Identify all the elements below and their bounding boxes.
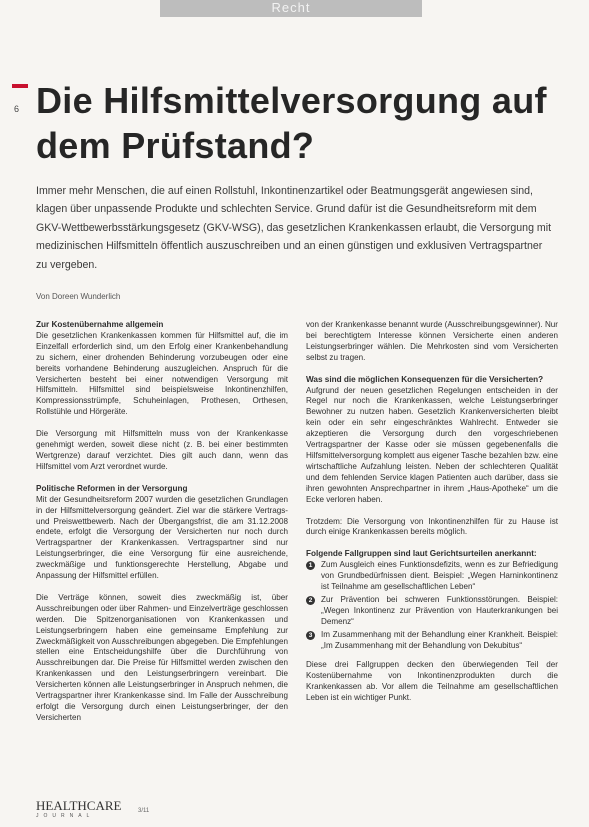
accent-bar (12, 84, 28, 88)
page-number: 6 (14, 104, 20, 114)
right-column (306, 320, 558, 715)
article-lead: Immer mehr Menschen, die auf einen Rollstuhl, Inkontinenzartikel oder Beatmungsgerät angewiesen sind, klagen über unpassende Produkte und schlechten Service. Grund dafür ist die Gesundheitsreform mit dem GKV-Wettbewerbsstärkungsgesetz (GKV-WSG), das gesetzlichen Krankenkassen erlaubt, die Versorgung mit medizinischen Hilfsmitteln öffentlich auszuschreiben und an einen günstigen und exklusiven Vertragspartner zu vergeben. (36, 185, 552, 271)
journal-logo: HEALTHCARE (36, 798, 122, 813)
subheading: Politische Reformen in der Versorgung (36, 483, 188, 493)
subheading: Was sind die möglichen Konsequenzen für die Versicherten? (306, 374, 544, 384)
list-item-text: Zum Ausgleich eines Funktionsdefizits, wenn es zur Befriedigung von Grundbedürfnissen dient. Beispiel: „Wegen Harninkontinenz ist Teilnahme am gesellschaftlichen Leben“ (321, 560, 558, 592)
article-headline: Die Hilfsmittelversorgung auf dem Prüfstand? (36, 80, 547, 166)
list-item (306, 595, 558, 628)
author-byline: Von Doreen Wunderlich (36, 292, 121, 301)
list-item (306, 630, 558, 652)
number-badge: 2 (306, 596, 315, 605)
journal-logo-sub: JOURNAL (36, 813, 95, 819)
paragraph: Die gesetzlichen Krankenkassen kommen für Hilfsmittel auf, die im Einzelfall erforderlich sind, um den Erfolg einer Krankenbehandlung zu sichern, einer drohenden Behinderung vorzubeugen oder eine bereits vorhandene Behinderung auszugleichen. Anspruch für die Versicherten besteht bei einer notwendigen Versorgung mit Hilfsmitteln. Hilfsmittel sind beispielsweise Inkontinenzhilfen, Kompressionsstrümpfe, Schuheinlagen, Prothesen, Orthesen, Rollstühle und Hörgeräte. (36, 330, 288, 417)
number-badge: 1 (306, 561, 315, 570)
case-group-list (306, 560, 558, 651)
subheading: Zur Kostenübernahme allgemein (36, 320, 164, 329)
left-column (36, 320, 288, 735)
paragraph: Trotzdem: Die Versorgung von Inkontinenzhilfen für zu Hause ist durch einige Krankenkassen bereits möglich. (306, 516, 558, 537)
list-item (306, 560, 558, 593)
section-label: Recht (160, 0, 422, 17)
subheading: Folgende Fallgruppen sind laut Gerichtsurteilen anerkannt: (306, 549, 537, 559)
issue-number: 3/11 (138, 808, 150, 814)
paragraph: Aufgrund der neuen gesetzlichen Regelungen entscheiden in der Regel nur noch die Krankenkassen, welche Leistungserbringer Bewohner zu nutzen haben. Gesetzlich Krankenversicherten bleibt kein oder ein sehr eingeschränktes Wahlrecht. Entweder sie akzeptieren die Versorgung durch den vorgeschriebenen Vertragspartner der Kasse oder sie müssen gegebenenfalls die Hilfsmittelversorgung komplett aus eigener Tasche bezahlen bzw. eine wirtschaftliche Aufzahlung leisten. Neben der schlechteren Qualität und dem fehlenden Service klagen Patienten auch darüber, dass sie ihren gewohnten Ansprechpartner in ihrem „Haus-Apotheke“ um die Ecke verloren haben. (306, 385, 558, 504)
list-item-text: Im Zusammenhang mit der Behandlung einer Krankheit. Beispiel: „Im Zusammenhang mit der Behandlung von Dekubitus“ (321, 629, 558, 650)
paragraph: Mit der Gesundheitsreform 2007 wurden die gesetzlichen Grundlagen in der Hilfsmittelversorgung geändert. Ziel war die stärkere Vertrags- und Preiswettbewerb. Nach der Übergangsfrist, die am 31.12.2008 endete, erfolgt die Versorgung der Versicherten nur noch durch Vertragspartner der Krankenkassen. Vertragspartner sind nur Leistungserbringer, die eine Versorgung für eine ausreichende, zweckmäßige und funktionsgerechte Herstellung, Abgabe und Anpassung der Hilfsmittel erfüllen. (36, 494, 288, 581)
paragraph: Die Verträge können, soweit dies zweckmäßig ist, über Ausschreibungen oder über Rahmen- und Einzelverträge geschlossen werden. Die Spitzenorganisationen von Krankenkassen und Leistungserbringern haben eine gemeinsame Empfehlung zur Zweckmäßigkeit von Ausschreibungen abgegeben. Die Empfehlungen stellen eine Entscheidungshilfe über die Durchführung von Ausschreibungen dar. Die Preise für Hilfsmittel werden zwischen den Krankenkassen und den Leistungserbringern vereinbart. Die Versicherten können alle Leistungserbringer in Anspruch nehmen, die Vertragspartner ihrer Krankenkasse sind. Im Falle der Ausschreibung erfolgt die Versorgung durch einen Leistungserbringer, der den Versicherten (36, 592, 288, 722)
number-badge: 3 (306, 631, 315, 640)
paragraph: Die Versorgung mit Hilfsmitteln muss von der Krankenkasse genehmigt werden, soweit diese nicht (z. B. bei einer bestimmten Wertgrenze) darauf verzichtet. Dies gilt auch dann, wenn das Hilfsmittel vom Arzt verordnet wurde. (36, 429, 288, 471)
paragraph: Diese drei Fallgruppen decken den überwiegenden Teil der Kostenübernahme von Inkontinenzprodukten durch die Krankenkassen ab. Vor allem die Teilnahme am gesellschaftlichen Leben ist ein wichtiger Punkt. (306, 660, 558, 703)
paragraph: von der Krankenkasse benannt wurde (Ausschreibungsgewinner). Nur bei berechtigtem Interesse können Versicherte einen anderen Leistungserbringer wählen. Die Mehrkosten sind vom Versicherten selbst zu tragen. (306, 320, 558, 362)
list-item-text: Zur Prävention bei schweren Funktionsstörungen. Beispiel: „Wegen Inkontinenz zur Prävention von Hauterkrankungen bei Demenz“ (321, 594, 558, 626)
